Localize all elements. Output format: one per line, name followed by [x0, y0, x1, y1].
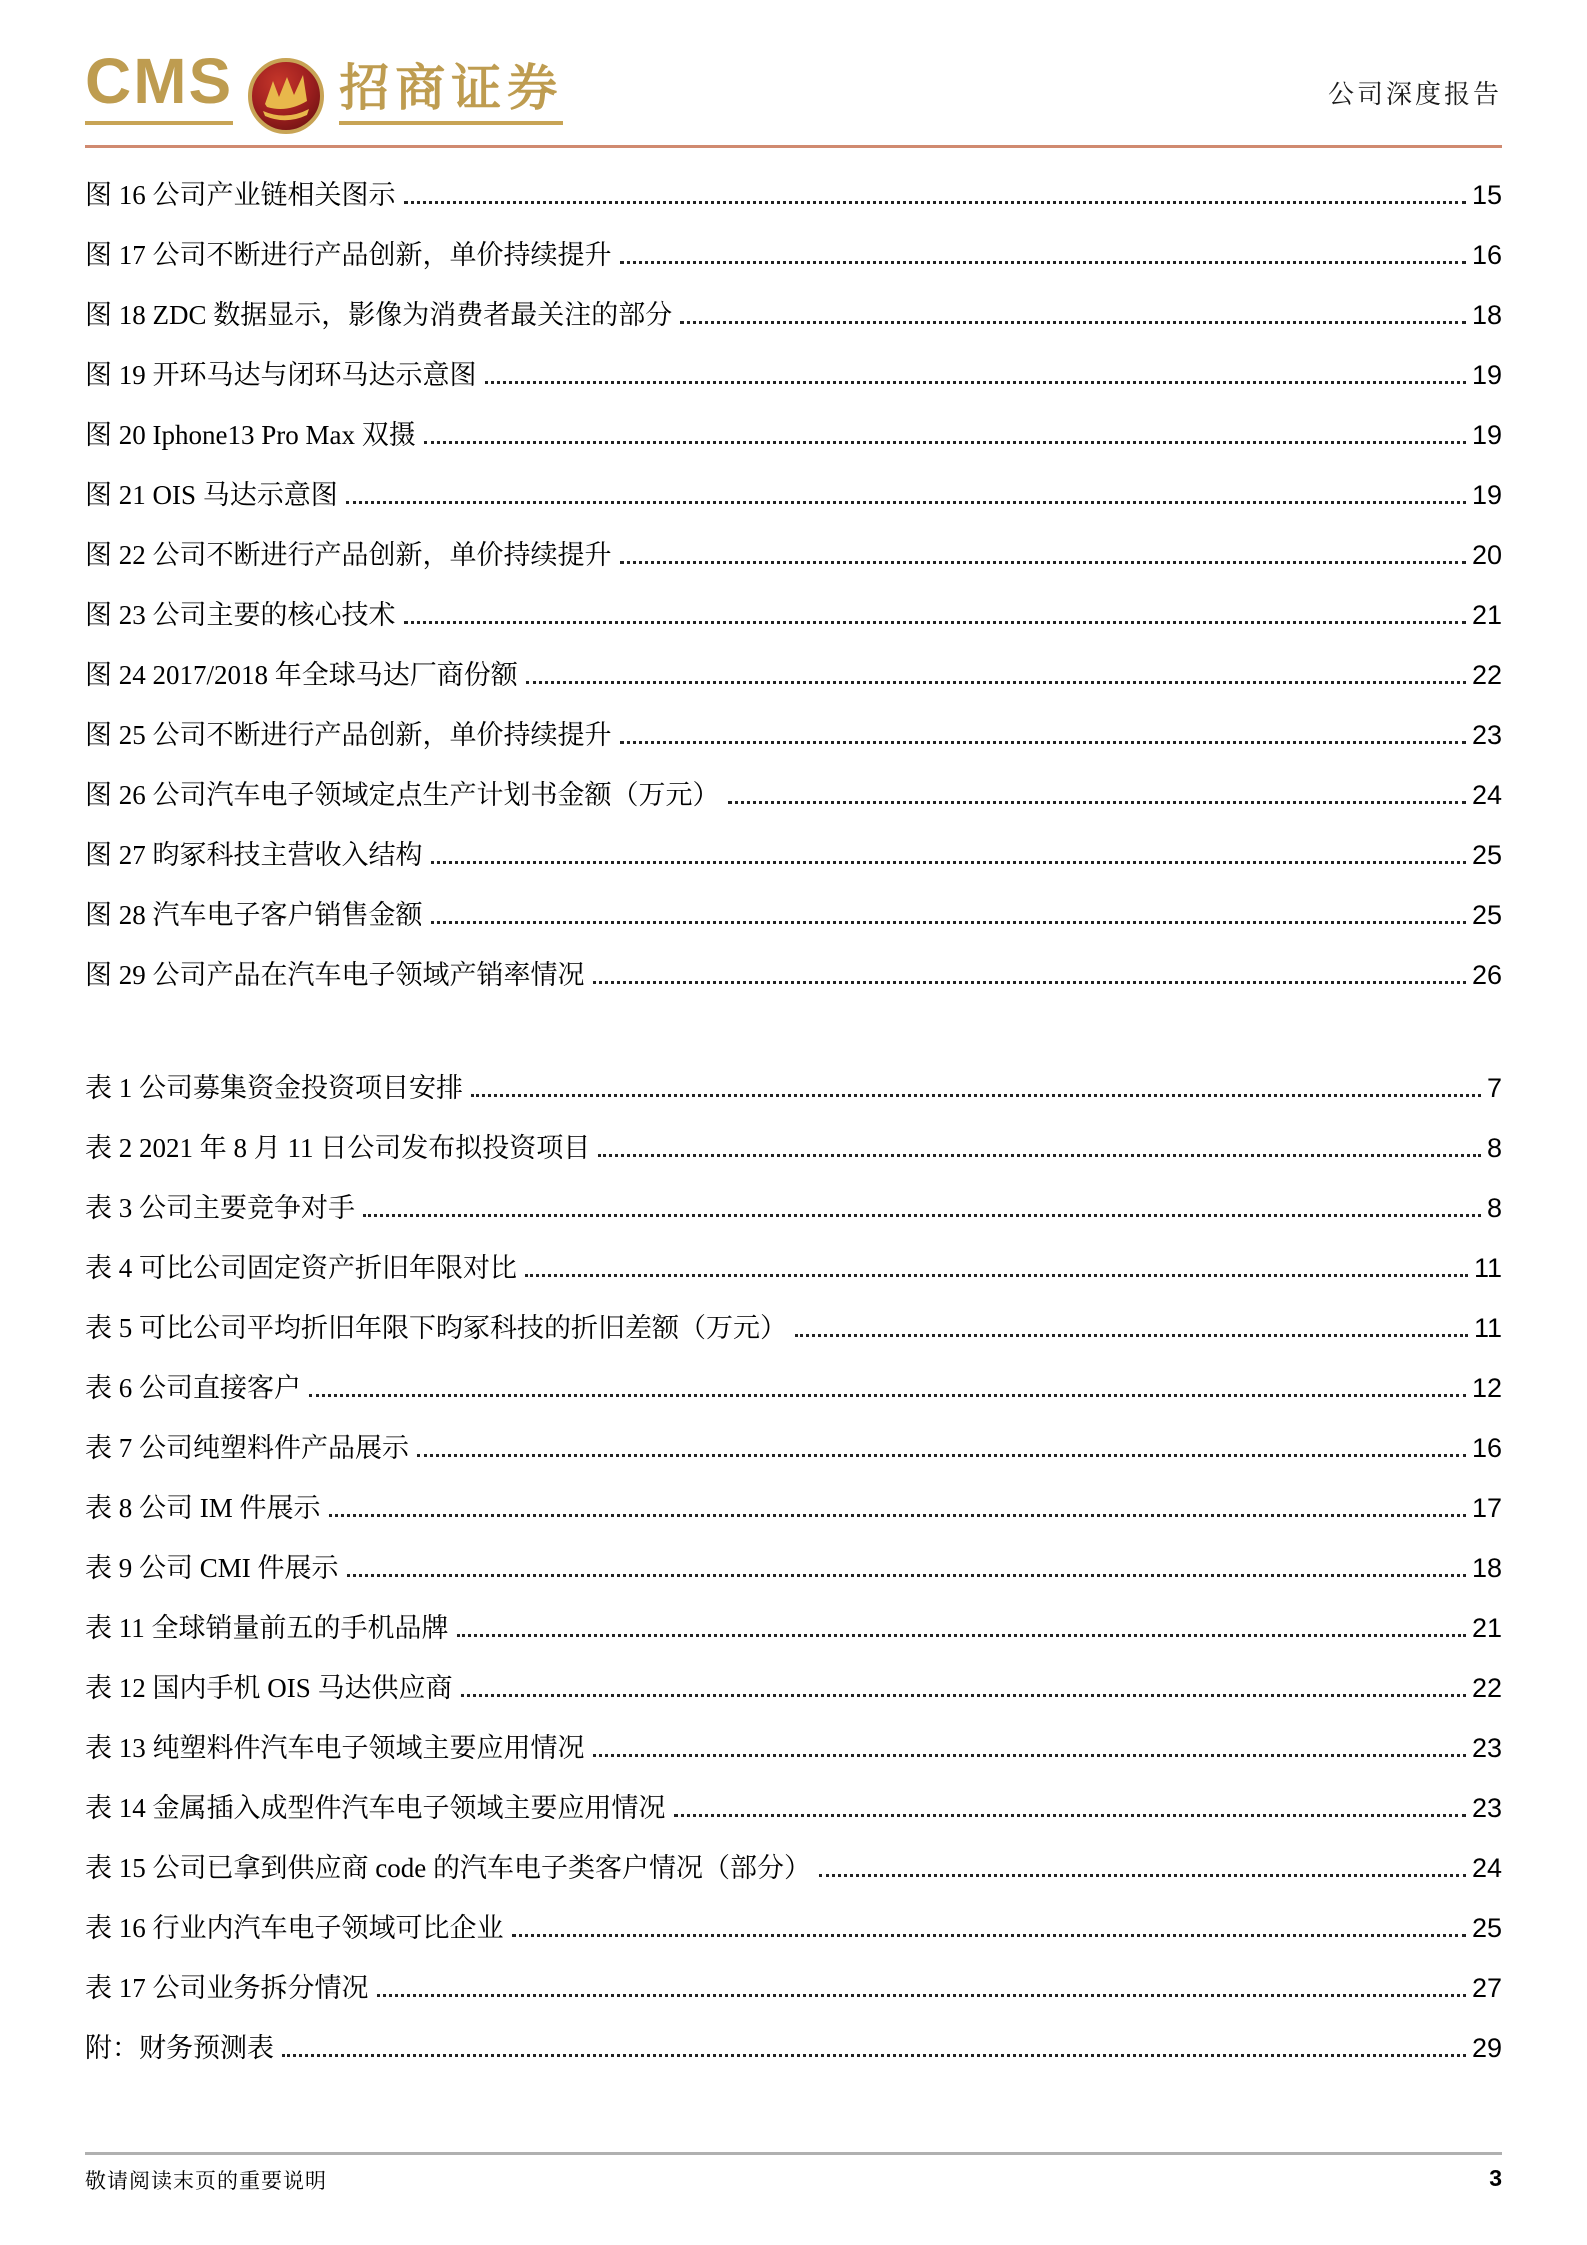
dot-leader	[593, 1754, 1466, 1757]
toc-entry[interactable]	[85, 1374, 1502, 1403]
toc-entry-label: 图 20 Iphone13 Pro Max 双摄	[85, 420, 416, 450]
toc-entry-label: 图 27 昀冢科技主营收入结构	[85, 840, 423, 870]
toc-entry-page: 16	[1471, 240, 1502, 270]
toc-entry[interactable]	[85, 1914, 1502, 1943]
toc-entry-page: 25	[1471, 900, 1502, 930]
dot-leader	[620, 561, 1466, 564]
toc-entry-page: 8	[1486, 1193, 1502, 1223]
toc-figures-list	[85, 181, 1502, 990]
toc-entry-label: 表 8 公司 IM 件展示	[85, 1493, 321, 1523]
toc-entry[interactable]	[85, 1314, 1502, 1343]
toc-entry-page: 24	[1471, 1853, 1502, 1883]
toc-entry-label: 图 28 汽车电子客户销售金额	[85, 900, 423, 930]
dot-leader	[404, 621, 1466, 624]
toc-entry-label: 图 26 公司汽车电子领域定点生产计划书金额（万元）	[85, 780, 720, 810]
dot-leader	[598, 1154, 1481, 1157]
dot-leader	[795, 1334, 1468, 1337]
toc-entry-label: 表 2 2021 年 8 月 11 日公司发布拟投资项目	[85, 1133, 591, 1163]
toc-entry-page: 24	[1471, 780, 1502, 810]
table-of-contents	[85, 181, 1502, 2094]
dot-leader	[329, 1514, 1466, 1517]
footer-divider	[85, 2152, 1502, 2155]
toc-entry[interactable]	[85, 2034, 1502, 2063]
dot-leader	[461, 1694, 1466, 1697]
toc-entry-label: 表 6 公司直接客户	[85, 1373, 301, 1403]
toc-entry-page: 16	[1471, 1433, 1502, 1463]
page-header	[85, 30, 1502, 125]
toc-entry[interactable]	[85, 1134, 1502, 1163]
dot-leader	[471, 1094, 1481, 1097]
cms-globe-icon	[247, 57, 325, 135]
toc-entry-label: 表 4 可比公司固定资产折旧年限对比	[85, 1253, 517, 1283]
toc-entry[interactable]	[85, 1554, 1502, 1583]
toc-entry-label: 表 5 可比公司平均折旧年限下昀冢科技的折旧差额（万元）	[85, 1313, 787, 1343]
toc-entry-page: 15	[1471, 180, 1502, 210]
toc-entry-page: 8	[1486, 1133, 1502, 1163]
toc-entry-page: 21	[1471, 1613, 1502, 1643]
toc-entry[interactable]	[85, 181, 1502, 210]
toc-entry[interactable]	[85, 841, 1502, 870]
toc-entry[interactable]	[85, 241, 1502, 270]
page-number: 3	[1489, 2165, 1502, 2191]
toc-entry-page: 7	[1486, 1073, 1502, 1103]
toc-entry-label: 表 16 行业内汽车电子领域可比企业	[85, 1913, 504, 1943]
toc-entry-label: 表 13 纯塑料件汽车电子领域主要应用情况	[85, 1733, 585, 1763]
cms-logo-text: CMS	[85, 53, 233, 125]
dot-leader	[417, 1454, 1466, 1457]
toc-entry-page: 11	[1473, 1253, 1502, 1283]
toc-entry-label: 表 11 全球销量前五的手机品牌	[85, 1613, 449, 1643]
toc-entry-label: 表 1 公司募集资金投资项目安排	[85, 1073, 463, 1103]
toc-entry-label: 图 18 ZDC 数据显示，影像为消费者最关注的部分	[85, 300, 673, 330]
toc-entry-page: 21	[1471, 600, 1502, 630]
dot-leader	[431, 861, 1466, 864]
cms-chinese-name: 招商证券	[339, 63, 563, 125]
page-footer	[85, 2165, 1502, 2195]
toc-entry[interactable]	[85, 481, 1502, 510]
toc-entry[interactable]	[85, 1974, 1502, 2003]
toc-entry[interactable]	[85, 361, 1502, 390]
toc-entry[interactable]	[85, 1434, 1502, 1463]
toc-entry-page: 18	[1471, 1553, 1502, 1583]
dot-leader	[819, 1874, 1466, 1877]
dot-leader	[674, 1814, 1466, 1817]
toc-entry-page: 17	[1471, 1493, 1502, 1523]
toc-entry[interactable]	[85, 661, 1502, 690]
toc-entry[interactable]	[85, 301, 1502, 330]
toc-entry-label: 图 29 公司产品在汽车电子领域产销率情况	[85, 960, 585, 990]
toc-entry-page: 22	[1471, 1673, 1502, 1703]
toc-entry-page: 11	[1473, 1313, 1502, 1343]
toc-entry[interactable]	[85, 721, 1502, 750]
toc-entry[interactable]	[85, 1194, 1502, 1223]
toc-entry-label: 图 22 公司不断进行产品创新，单价持续提升	[85, 540, 612, 570]
toc-entry-page: 20	[1471, 540, 1502, 570]
toc-entry-label: 表 9 公司 CMI 件展示	[85, 1553, 339, 1583]
cms-brand-logo	[85, 47, 563, 125]
toc-entry-label: 表 3 公司主要竞争对手	[85, 1193, 355, 1223]
toc-entry[interactable]	[85, 1854, 1502, 1883]
dot-leader	[309, 1394, 1466, 1397]
toc-entry-page: 27	[1471, 1973, 1502, 2003]
toc-entry-label: 图 25 公司不断进行产品创新，单价持续提升	[85, 720, 612, 750]
toc-entry-label: 图 17 公司不断进行产品创新，单价持续提升	[85, 240, 612, 270]
dot-leader	[620, 741, 1466, 744]
toc-entry-page: 19	[1471, 480, 1502, 510]
toc-entry[interactable]	[85, 1674, 1502, 1703]
toc-tables-list	[85, 1074, 1502, 2063]
toc-entry-page: 19	[1471, 420, 1502, 450]
dot-leader	[431, 921, 1466, 924]
toc-entry-page: 22	[1471, 660, 1502, 690]
toc-entry[interactable]	[85, 601, 1502, 630]
toc-entry[interactable]	[85, 901, 1502, 930]
toc-entry-label: 图 16 公司产业链相关图示	[85, 180, 396, 210]
toc-entry-label: 表 7 公司纯塑料件产品展示	[85, 1433, 409, 1463]
toc-entry[interactable]	[85, 1494, 1502, 1523]
toc-entry-page: 18	[1471, 300, 1502, 330]
toc-entry[interactable]	[85, 1794, 1502, 1823]
toc-entry-page: 19	[1471, 360, 1502, 390]
toc-entry[interactable]	[85, 1614, 1502, 1643]
toc-entry-page: 23	[1471, 1793, 1502, 1823]
toc-entry[interactable]	[85, 961, 1502, 990]
toc-entry[interactable]	[85, 781, 1502, 810]
header-divider	[85, 145, 1502, 148]
toc-entry-page: 12	[1471, 1373, 1502, 1403]
toc-entry-page: 23	[1471, 720, 1502, 750]
toc-entry-label: 图 21 OIS 马达示意图	[85, 480, 338, 510]
dot-leader	[282, 2054, 1466, 2057]
dot-leader	[593, 981, 1466, 984]
dot-leader	[424, 441, 1466, 444]
toc-entry-label: 图 23 公司主要的核心技术	[85, 600, 396, 630]
toc-entry[interactable]	[85, 1254, 1502, 1283]
toc-entry-page: 25	[1471, 1913, 1502, 1943]
toc-entry-label: 表 15 公司已拿到供应商 code 的汽车电子类客户情况（部分）	[85, 1853, 811, 1883]
dot-leader	[620, 261, 1466, 264]
dot-leader	[728, 801, 1466, 804]
dot-leader	[346, 501, 1466, 504]
dot-leader	[457, 1634, 1466, 1637]
toc-entry-page: 25	[1471, 840, 1502, 870]
toc-entry-label: 表 12 国内手机 OIS 马达供应商	[85, 1673, 453, 1703]
footer-disclaimer: 敬请阅读末页的重要说明	[85, 2169, 327, 2193]
toc-entry-label: 附：财务预测表	[85, 2033, 274, 2063]
dot-leader	[680, 321, 1466, 324]
dot-leader	[485, 381, 1466, 384]
toc-entry-page: 26	[1471, 960, 1502, 990]
toc-entry-page: 29	[1471, 2033, 1502, 2063]
dot-leader	[526, 681, 1466, 684]
toc-entry[interactable]	[85, 541, 1502, 570]
toc-entry-label: 图 24 2017/2018 年全球马达厂商份额	[85, 660, 518, 690]
dot-leader	[512, 1934, 1466, 1937]
report-type-label: 公司深度报告	[1327, 80, 1502, 109]
toc-entry-page: 23	[1471, 1733, 1502, 1763]
dot-leader	[525, 1274, 1468, 1277]
dot-leader	[404, 201, 1466, 204]
dot-leader	[347, 1574, 1466, 1577]
dot-leader	[363, 1214, 1481, 1217]
toc-entry[interactable]	[85, 1074, 1502, 1103]
toc-entry-label: 表 14 金属插入成型件汽车电子领域主要应用情况	[85, 1793, 666, 1823]
toc-entry-label: 表 17 公司业务拆分情况	[85, 1973, 369, 2003]
toc-entry[interactable]	[85, 421, 1502, 450]
dot-leader	[377, 1994, 1466, 1997]
toc-entry-label: 图 19 开环马达与闭环马达示意图	[85, 360, 477, 390]
toc-entry[interactable]	[85, 1734, 1502, 1763]
